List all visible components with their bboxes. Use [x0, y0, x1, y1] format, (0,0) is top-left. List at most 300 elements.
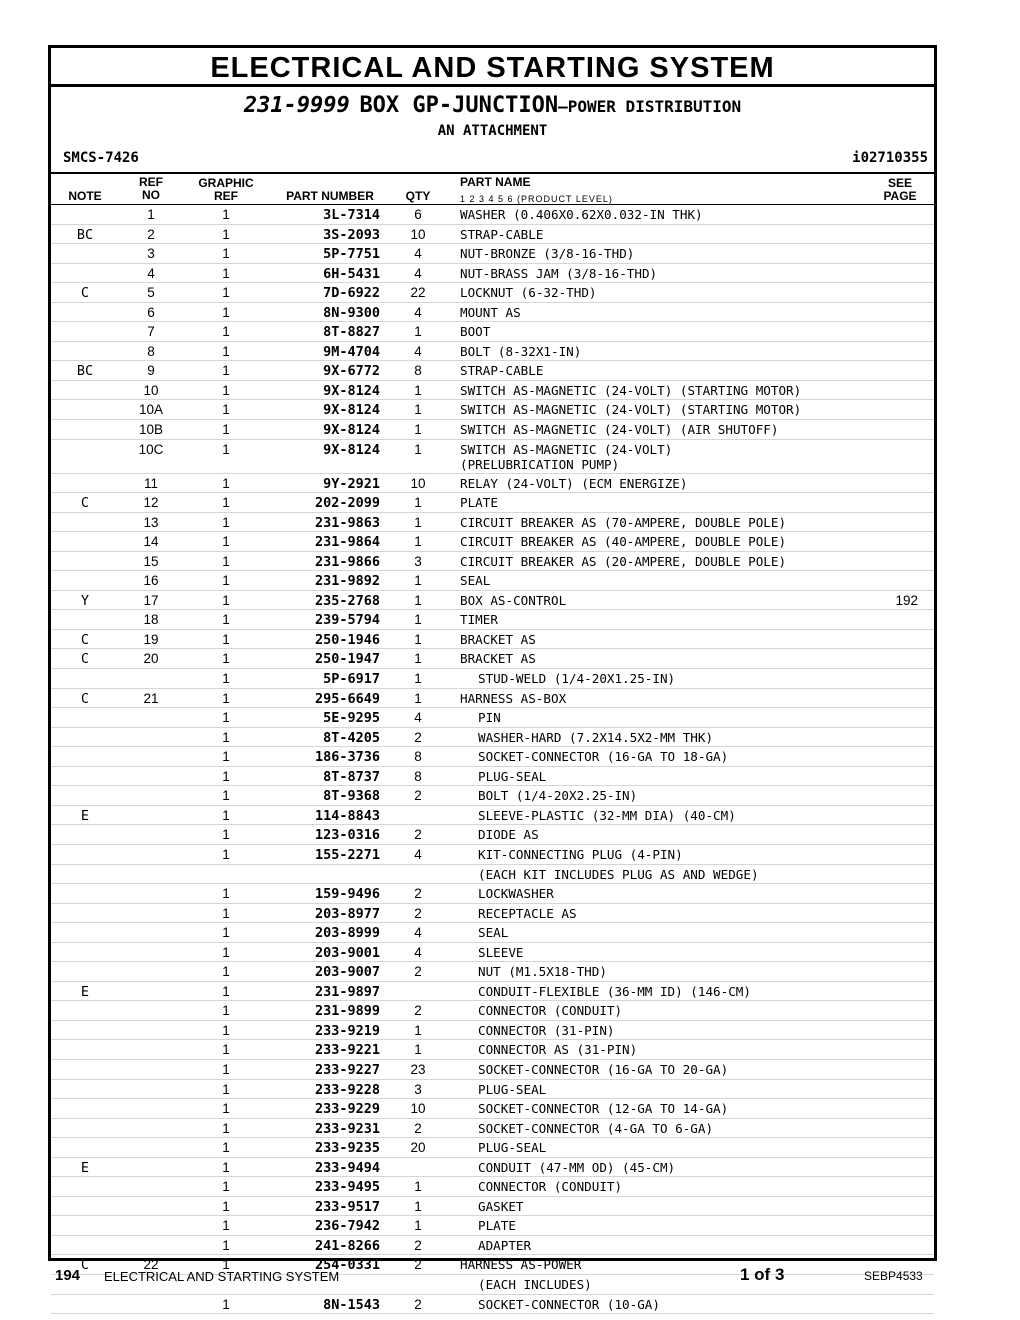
part-name-cell [460, 422, 778, 437]
ref-no-cell: 10A [138, 402, 164, 418]
part-number-cell: 231-9892 [314, 573, 380, 590]
part-name-line: SOCKET-CONNECTOR (16-GA TO 18-GA) [478, 749, 729, 765]
col-see-page [880, 177, 920, 203]
qty-cell: 8 [414, 768, 422, 784]
part-number-cell: 203-8977 [314, 905, 380, 922]
part-number-cell: 233-9517 [314, 1198, 380, 1215]
table-row [51, 806, 934, 826]
table-row [51, 669, 934, 689]
qty-cell: 8 [414, 749, 422, 765]
part-number-cell: 231-9866 [314, 553, 380, 570]
table-row [51, 728, 934, 748]
part-name-cell [478, 788, 637, 803]
qty-cell: 2 [414, 886, 422, 902]
table-row [51, 1060, 934, 1080]
part-name-cell [478, 730, 713, 745]
part-name-line: HARNESS AS-POWER [460, 1257, 582, 1273]
parts-table [51, 205, 934, 1314]
col-see-page-line2: PAGE [883, 189, 917, 203]
qty-cell: 1 [414, 1218, 422, 1234]
ref-no-cell: 18 [143, 612, 159, 628]
graphic-ref-cell: 1 [222, 441, 230, 457]
table-row [51, 747, 934, 767]
col-ref-no-line2: NO [142, 188, 160, 202]
note-cell: E [80, 983, 90, 1000]
part-name-cell [478, 984, 751, 999]
qty-cell: 3 [414, 1081, 422, 1097]
graphic-ref-cell: 1 [222, 690, 230, 706]
qty-cell: 10 [410, 475, 426, 491]
part-name-cell [478, 1042, 637, 1057]
part-name-line: CONDUIT (47-MM OD) (45-CM) [478, 1159, 676, 1175]
part-number-cell: 233-9221 [314, 1042, 380, 1059]
qty-cell: 23 [410, 1061, 426, 1077]
table-row [51, 474, 934, 494]
part-name-line: DIODE AS [478, 827, 539, 843]
col-part-name: PART NAME [460, 175, 531, 189]
part-number-cell: 231-9899 [314, 1003, 380, 1020]
part-number-cell: 233-9231 [314, 1120, 380, 1137]
part-number-cell: 235-2768 [314, 592, 380, 609]
part-name-line: CIRCUIT BREAKER AS (70-AMPERE, DOUBLE POLE) [460, 514, 787, 530]
part-name-line: SWITCH AS-MAGNETIC (24-VOLT) [460, 441, 673, 457]
table-row [51, 264, 934, 284]
col-ref-no-line1: REF [139, 175, 163, 189]
part-name-cell [478, 945, 524, 960]
graphic-ref-cell: 1 [222, 1003, 230, 1019]
graphic-ref-cell: 1 [222, 964, 230, 980]
qty-cell: 1 [414, 671, 422, 687]
table-row [51, 1158, 934, 1178]
qty-cell: 2 [414, 1237, 422, 1253]
part-name-cell [478, 1277, 592, 1292]
table-row [51, 513, 934, 533]
part-name-line: KIT-CONNECTING PLUG (4-PIN) [478, 846, 683, 862]
table-row [51, 322, 934, 342]
part-name-cell [478, 749, 728, 764]
part-number-cell: 5P-7751 [323, 246, 380, 263]
part-name-cell [460, 324, 490, 339]
part-name-line: SOCKET-CONNECTOR (16-GA TO 20-GA) [478, 1061, 729, 1077]
graphic-ref-cell: 1 [222, 265, 230, 281]
graphic-ref-cell: 1 [222, 925, 230, 941]
part-name-cell [460, 305, 521, 320]
part-name-line: PLUG-SEAL [478, 1140, 547, 1156]
part-name-cell [478, 710, 501, 725]
qty-cell: 1 [414, 534, 422, 550]
table-row [51, 1119, 934, 1139]
qty-cell: 4 [414, 304, 422, 320]
graphic-ref-cell: 1 [222, 573, 230, 589]
note-cell: C [80, 1257, 90, 1274]
ref-no-cell: 14 [143, 534, 159, 550]
qty-cell: 1 [414, 631, 422, 647]
part-number-cell: 233-9235 [314, 1140, 380, 1157]
table-row [51, 689, 934, 709]
graphic-ref-cell: 1 [222, 402, 230, 418]
ref-no-cell: 10C [138, 441, 164, 457]
table-row [51, 708, 934, 728]
part-name-line: BOOT [460, 324, 491, 340]
qty-cell: 1 [414, 592, 422, 608]
qty-cell: 8 [414, 363, 422, 379]
part-number-cell: 250-1947 [314, 651, 380, 668]
part-name-cell [460, 1257, 581, 1272]
part-number-cell: 8T-8737 [323, 768, 380, 785]
table-row [51, 865, 934, 885]
note-cell: BC [76, 226, 94, 243]
part-name-cell [478, 886, 554, 901]
qty-cell: 4 [414, 710, 422, 726]
part-name-line: SWITCH AS-MAGNETIC (24-VOLT) (STARTING MOTOR) [460, 382, 802, 398]
ref-no-cell: 6 [147, 304, 155, 320]
graphic-ref-cell: 1 [222, 1101, 230, 1117]
ref-no-cell: 19 [143, 631, 159, 647]
table-row [51, 420, 934, 440]
graphic-ref-cell: 1 [222, 382, 230, 398]
graphic-ref-cell: 1 [222, 1042, 230, 1058]
footer-section-title: ELECTRICAL AND STARTING SYSTEM [104, 1269, 340, 1284]
part-number-cell: 5P-6917 [323, 671, 380, 688]
part-number-cell: 233-9228 [314, 1081, 380, 1098]
graphic-ref-cell: 1 [222, 1140, 230, 1156]
graphic-ref-cell: 1 [222, 631, 230, 647]
group-description: —POWER DISTRIBUTION [558, 97, 742, 116]
ref-no-cell: 13 [143, 514, 159, 530]
graphic-ref-cell: 1 [222, 1198, 230, 1214]
part-number-cell: 8T-8827 [323, 324, 380, 341]
page-title: ELECTRICAL AND STARTING SYSTEM [210, 52, 775, 84]
part-name-cell [460, 534, 786, 549]
qty-cell: 10 [410, 226, 426, 242]
table-row [51, 982, 934, 1002]
part-name-line: BOLT (8-32X1-IN) [460, 343, 582, 359]
table-row [51, 1177, 934, 1197]
part-name-line: CONDUIT-FLEXIBLE (36-MM ID) (146-CM) [478, 983, 751, 999]
qty-cell: 1 [414, 402, 422, 418]
graphic-ref-cell: 1 [222, 651, 230, 667]
part-name-cell [478, 847, 683, 862]
graphic-ref-cell: 1 [222, 710, 230, 726]
graphic-ref-cell: 1 [222, 534, 230, 550]
part-number-cell: 159-9496 [314, 886, 380, 903]
group-heading [51, 93, 934, 118]
qty-cell: 1 [414, 514, 422, 530]
part-name-cell [478, 671, 675, 686]
part-name-line: NUT (M1.5X18-THD) [478, 964, 607, 980]
qty-cell: 2 [414, 729, 422, 745]
part-name-line: PLUG-SEAL [478, 768, 547, 784]
table-row [51, 342, 934, 362]
table-row [51, 1216, 934, 1236]
graphic-ref-cell: 1 [222, 671, 230, 687]
part-name-line: ADAPTER [478, 1237, 532, 1253]
qty-cell: 1 [414, 651, 422, 667]
part-number-cell: 231-9863 [314, 514, 380, 531]
group-number: 231-9999 [243, 93, 350, 118]
part-name-line: TIMER [460, 612, 498, 628]
part-number-cell: 8N-9300 [323, 304, 380, 321]
part-number-cell: 3L-7314 [323, 207, 380, 223]
part-name-cell [460, 554, 786, 569]
part-name-cell [478, 808, 736, 823]
part-name-cell [478, 964, 607, 979]
ref-no-cell: 12 [143, 495, 159, 511]
part-number-cell: 241-8266 [314, 1237, 380, 1254]
col-graphic-ref-line2: REF [214, 189, 238, 203]
ref-no-cell: 11 [143, 475, 158, 491]
qty-cell: 1 [414, 612, 422, 628]
col-graphic-ref [189, 177, 263, 203]
table-row [51, 610, 934, 630]
note-cell: E [80, 1159, 90, 1176]
part-number-cell: 231-9897 [314, 983, 380, 1000]
part-number-cell: 8T-9368 [323, 788, 380, 805]
col-see-page-line1: SEE [887, 176, 912, 190]
qty-cell: 1 [414, 324, 422, 340]
part-name-line: LOCKNUT (6-32-THD) [460, 285, 597, 301]
ref-no-cell: 4 [147, 265, 155, 281]
graphic-ref-cell: 1 [222, 226, 230, 242]
ref-no-cell: 2 [147, 226, 155, 242]
part-name-line: SWITCH AS-MAGNETIC (24-VOLT) (STARTING MOTOR) [460, 402, 802, 418]
graphic-ref-cell: 1 [222, 1061, 230, 1077]
qty-cell: 2 [414, 1296, 422, 1312]
graphic-ref-cell: 1 [222, 1237, 230, 1253]
graphic-ref-cell: 1 [222, 1081, 230, 1097]
table-row [51, 1138, 934, 1158]
graphic-ref-cell: 1 [222, 475, 230, 491]
col-part-number: PART NUMBER [286, 189, 374, 203]
part-name-line: BRACKET AS [460, 631, 536, 647]
part-name-line: PLATE [478, 1218, 516, 1234]
part-name-cell [478, 1140, 546, 1155]
table-row [51, 303, 934, 323]
part-name-line: CONNECTOR (CONDUIT) [478, 1179, 623, 1195]
table-row [51, 283, 934, 303]
qty-cell: 2 [414, 1003, 422, 1019]
part-name-line: LOCKWASHER [478, 886, 554, 902]
part-name-cell [478, 1297, 660, 1312]
part-name-line: SLEEVE-PLASTIC (32-MM DIA) (40-CM) [478, 807, 736, 823]
part-name-cell [478, 1121, 713, 1136]
part-name-line: CIRCUIT BREAKER AS (40-AMPERE, DOUBLE POLE) [460, 534, 787, 550]
part-number-cell: 9X-8124 [323, 441, 380, 458]
graphic-ref-cell: 1 [222, 846, 230, 862]
qty-cell: 4 [414, 944, 422, 960]
note-cell: C [80, 495, 90, 512]
part-name-line: CONNECTOR AS (31-PIN) [478, 1042, 638, 1058]
part-number-cell: 155-2271 [314, 846, 380, 863]
part-name-cell [478, 1218, 516, 1233]
graphic-ref-cell: 1 [222, 1022, 230, 1038]
graphic-ref-cell: 1 [222, 1159, 230, 1175]
qty-cell: 2 [414, 1257, 422, 1273]
qty-cell: 2 [414, 964, 422, 980]
qty-cell: 1 [414, 422, 422, 438]
table-row [51, 1001, 934, 1021]
note-cell: Y [80, 592, 90, 609]
table-row [51, 361, 934, 381]
table-row [51, 591, 934, 611]
table-row [51, 943, 934, 963]
note-cell: C [80, 631, 90, 648]
part-name-cell [478, 925, 508, 940]
ref-no-cell: 8 [147, 343, 155, 359]
table-row [51, 1295, 934, 1315]
part-name-line: SOCKET-CONNECTOR (4-GA TO 6-GA) [478, 1120, 714, 1136]
table-row [51, 1236, 934, 1256]
part-number-cell: 254-0331 [314, 1257, 380, 1274]
part-number-cell: 9X-8124 [323, 422, 380, 439]
graphic-ref-cell: 1 [222, 363, 230, 379]
table-row [51, 1099, 934, 1119]
part-name-line: CIRCUIT BREAKER AS (20-AMPERE, DOUBLE POLE) [460, 553, 787, 569]
ref-no-cell: 21 [143, 690, 159, 706]
part-name-cell [478, 1023, 614, 1038]
qty-cell: 1 [414, 441, 422, 457]
part-number-cell: 9X-8124 [323, 382, 380, 399]
qty-cell: 4 [414, 925, 422, 941]
part-name-cell [460, 476, 687, 491]
qty-cell: 1 [414, 1042, 422, 1058]
part-name-cell [460, 495, 498, 510]
table-row [51, 904, 934, 924]
qty-cell: 2 [414, 788, 422, 804]
part-number-cell: 233-9495 [314, 1179, 380, 1196]
part-number-cell: 233-9494 [314, 1159, 380, 1176]
part-name-line: (PRELUBRICATION PUMP) [460, 456, 620, 472]
qty-cell: 22 [410, 285, 426, 301]
part-number-cell: 7D-6922 [323, 285, 380, 302]
ref-no-cell: 9 [147, 363, 155, 379]
part-name-cell [460, 632, 536, 647]
graphic-ref-cell: 1 [222, 514, 230, 530]
qty-cell: 1 [414, 1198, 422, 1214]
graphic-ref-cell: 1 [222, 1296, 230, 1312]
note-cell: BC [76, 363, 94, 380]
table-row [51, 493, 934, 513]
part-name-line: SOCKET-CONNECTOR (10-GA) [478, 1296, 660, 1312]
table-row [51, 532, 934, 552]
graphic-ref-cell: 1 [222, 1218, 230, 1234]
part-number-cell: 8T-4205 [323, 729, 380, 746]
part-name-cell [460, 207, 703, 222]
part-number-cell: 202-2099 [314, 495, 380, 512]
title-divider [51, 84, 934, 87]
part-number-cell: 295-6649 [314, 690, 380, 707]
graphic-ref-cell: 1 [222, 827, 230, 843]
qty-cell: 6 [414, 207, 422, 222]
col-product-level: 1 2 3 4 5 6 (PRODUCT LEVEL) [460, 194, 613, 204]
footer-page-number: 194 [55, 1267, 81, 1284]
table-row [51, 630, 934, 650]
part-number-cell: 6H-5431 [323, 265, 380, 282]
qty-cell: 1 [414, 495, 422, 511]
qty-cell: 2 [414, 905, 422, 921]
graphic-ref-cell: 1 [222, 905, 230, 921]
graphic-ref-cell: 1 [222, 612, 230, 628]
part-number-cell: 114-8843 [314, 807, 380, 824]
table-row [51, 923, 934, 943]
ref-no-cell: 15 [143, 553, 159, 569]
part-name-line: (EACH KIT INCLUDES PLUG AS AND WEDGE) [478, 866, 759, 882]
qty-cell: 3 [414, 553, 422, 569]
part-number-cell: 9X-8124 [323, 402, 380, 419]
part-number-cell: 239-5794 [314, 612, 380, 629]
graphic-ref-cell: 1 [222, 886, 230, 902]
part-name-line: MOUNT AS [460, 304, 521, 320]
ref-no-cell: 16 [143, 573, 159, 589]
qty-cell: 1 [414, 573, 422, 589]
table-row [51, 962, 934, 982]
part-name-line: RELAY (24-VOLT) (ECM ENERGIZE) [460, 475, 688, 491]
table-row [51, 1040, 934, 1060]
table-row [51, 571, 934, 591]
footer-document-code: SEBP4533 [864, 1269, 923, 1283]
graphic-ref-cell: 1 [222, 285, 230, 301]
graphic-ref-cell: 1 [222, 768, 230, 784]
note-cell: E [80, 807, 90, 824]
ref-no-cell: 17 [143, 592, 159, 608]
part-number-cell: 9M-4704 [323, 343, 380, 360]
part-number-cell: 231-9864 [314, 534, 380, 551]
part-name-line: STRAP-CABLE [460, 363, 544, 379]
col-graphic-ref-line1: GRAPHIC [198, 176, 254, 190]
part-name-cell [460, 266, 657, 281]
part-name-line: RECEPTACLE AS [478, 905, 577, 921]
graphic-ref-cell: 1 [222, 729, 230, 745]
graphic-ref-cell: 1 [222, 422, 230, 438]
part-name-line: STRAP-CABLE [460, 226, 544, 242]
qty-cell: 1 [414, 382, 422, 398]
part-name-cell [460, 285, 596, 300]
part-number-cell: 203-9001 [314, 944, 380, 961]
graphic-ref-cell: 1 [222, 207, 230, 222]
qty-cell: 1 [414, 1179, 422, 1195]
graphic-ref-cell: 1 [222, 944, 230, 960]
header-divider [51, 172, 934, 174]
part-name-cell [460, 593, 566, 608]
part-number-cell: 9X-6772 [323, 363, 380, 380]
part-number-cell: 203-9007 [314, 964, 380, 981]
table-row [51, 225, 934, 245]
part-name-cell [478, 1238, 531, 1253]
part-number-cell: 9Y-2921 [323, 475, 380, 492]
qty-cell: 10 [410, 1101, 426, 1117]
part-name-cell [460, 344, 581, 359]
part-name-line: NUT-BRONZE (3/8-16-THD) [460, 246, 635, 262]
part-number-cell: 233-9227 [314, 1061, 380, 1078]
part-name-cell [460, 573, 490, 588]
table-row [51, 552, 934, 572]
part-number-cell: 8N-1543 [323, 1296, 380, 1313]
part-number-cell: 203-8999 [314, 925, 380, 942]
part-name-line: BRACKET AS [460, 651, 536, 667]
graphic-ref-cell: 1 [222, 749, 230, 765]
table-row [51, 1021, 934, 1041]
part-name-line: SWITCH AS-MAGNETIC (24-VOLT) (AIR SHUTOFF) [460, 422, 779, 438]
note-cell: C [80, 690, 90, 707]
col-qty: QTY [405, 189, 431, 203]
col-ref-no [131, 176, 171, 202]
part-name-cell [478, 1003, 622, 1018]
part-name-line: STUD-WELD (1/4-20X1.25-IN) [478, 671, 676, 687]
table-row [51, 440, 934, 474]
part-name-line: CONNECTOR (31-PIN) [478, 1022, 615, 1038]
table-row [51, 845, 934, 865]
graphic-ref-cell: 1 [222, 553, 230, 569]
